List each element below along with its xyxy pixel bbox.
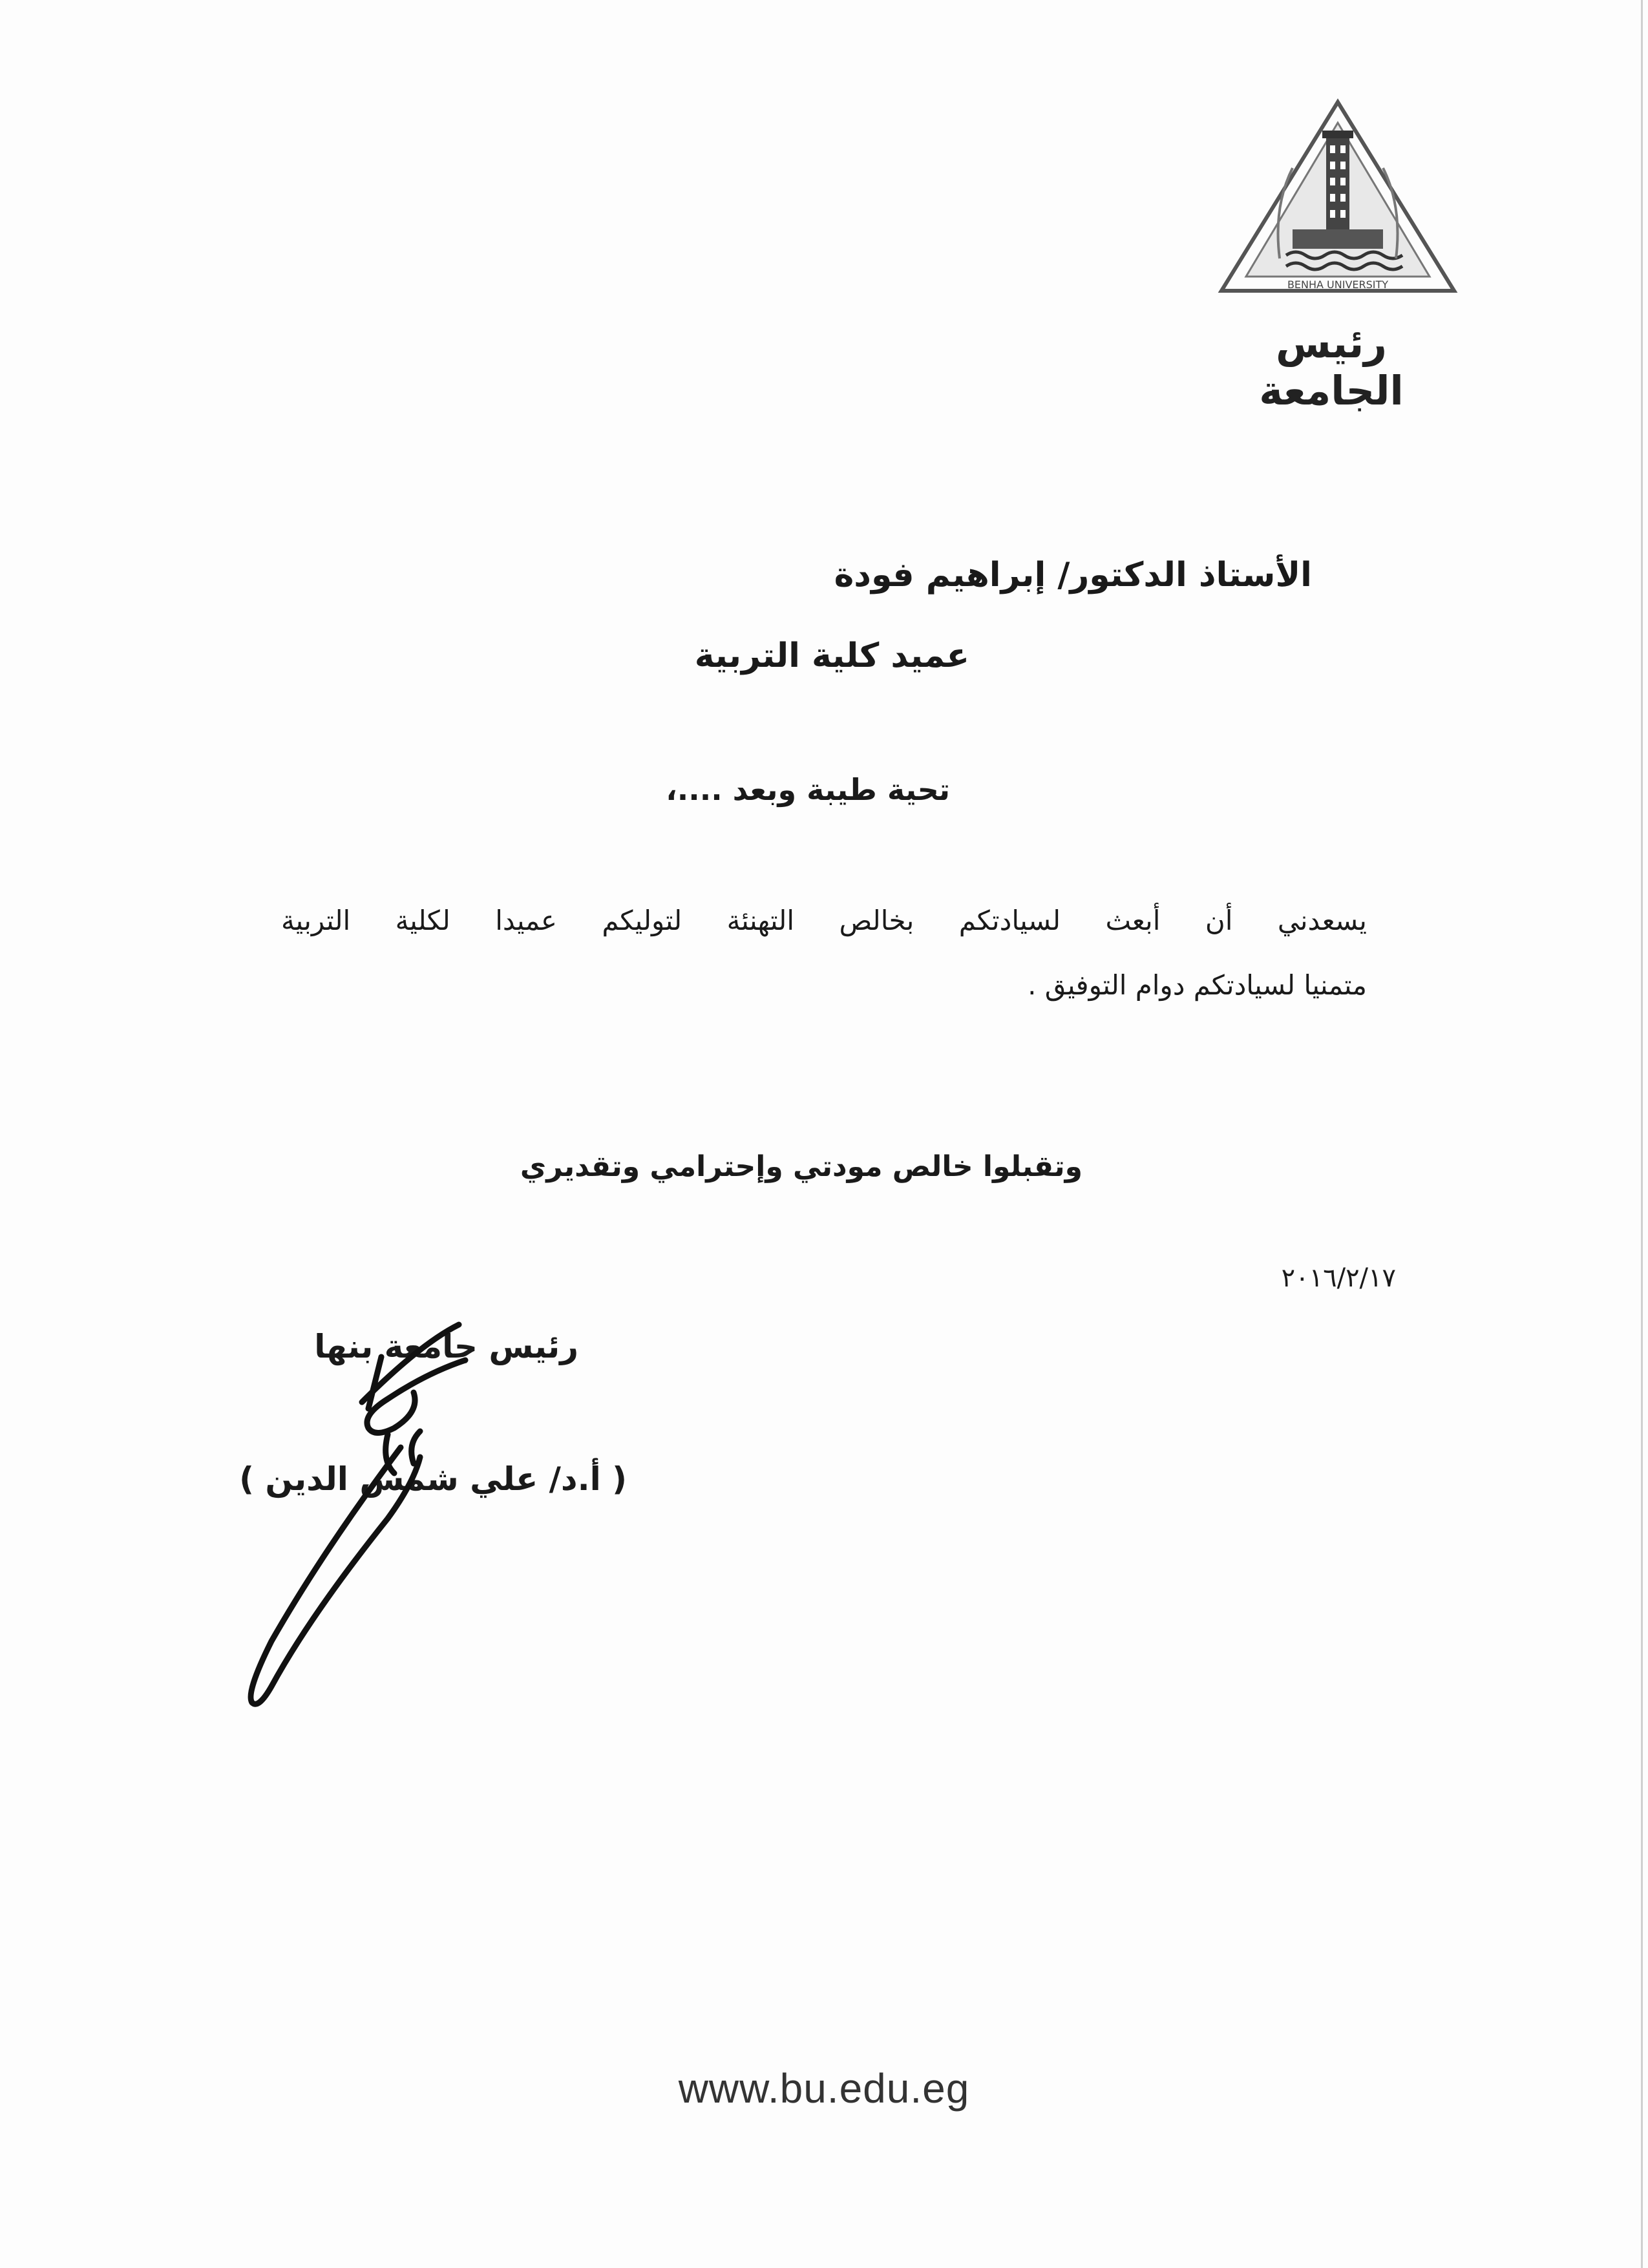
greeting: تحية طيبة وبعد ....،: [666, 772, 950, 807]
signer-title: رئيس جامعة بنها: [314, 1328, 578, 1365]
logo-seal-text: BENHA UNIVERSITY: [1287, 278, 1389, 291]
logo-caption: رئيس الجامعة: [1259, 320, 1404, 414]
university-logo-icon: [1215, 97, 1461, 304]
signer-name: ( أ.د/ علي شمس الدين ): [239, 1460, 627, 1498]
addressee-title: عميد كلية التربية: [694, 636, 969, 675]
footer-website: www.bu.edu.eg: [678, 2065, 970, 2112]
letter-date: ٢٠١٦/٢/١٧: [1281, 1263, 1396, 1293]
body-line-1: يسعدني أن أبعث لسيادتكم بخالص التهنئة لتوليكم عميدا لكلية التربية: [281, 905, 1367, 936]
addressee-name: الأستاذ الدكتور/ إبراهيم فودة: [834, 556, 1312, 594]
closing-line: وتقبلوا خالص مودتي وإحترامي وتقديري: [520, 1150, 1083, 1183]
handwritten-signature-icon: [207, 1299, 698, 1712]
university-logo-block: [1202, 97, 1474, 414]
body-line-2: متمنيا لسيادتكم دوام التوفيق .: [1028, 969, 1367, 1001]
scan-edge-line: [1641, 0, 1643, 2268]
